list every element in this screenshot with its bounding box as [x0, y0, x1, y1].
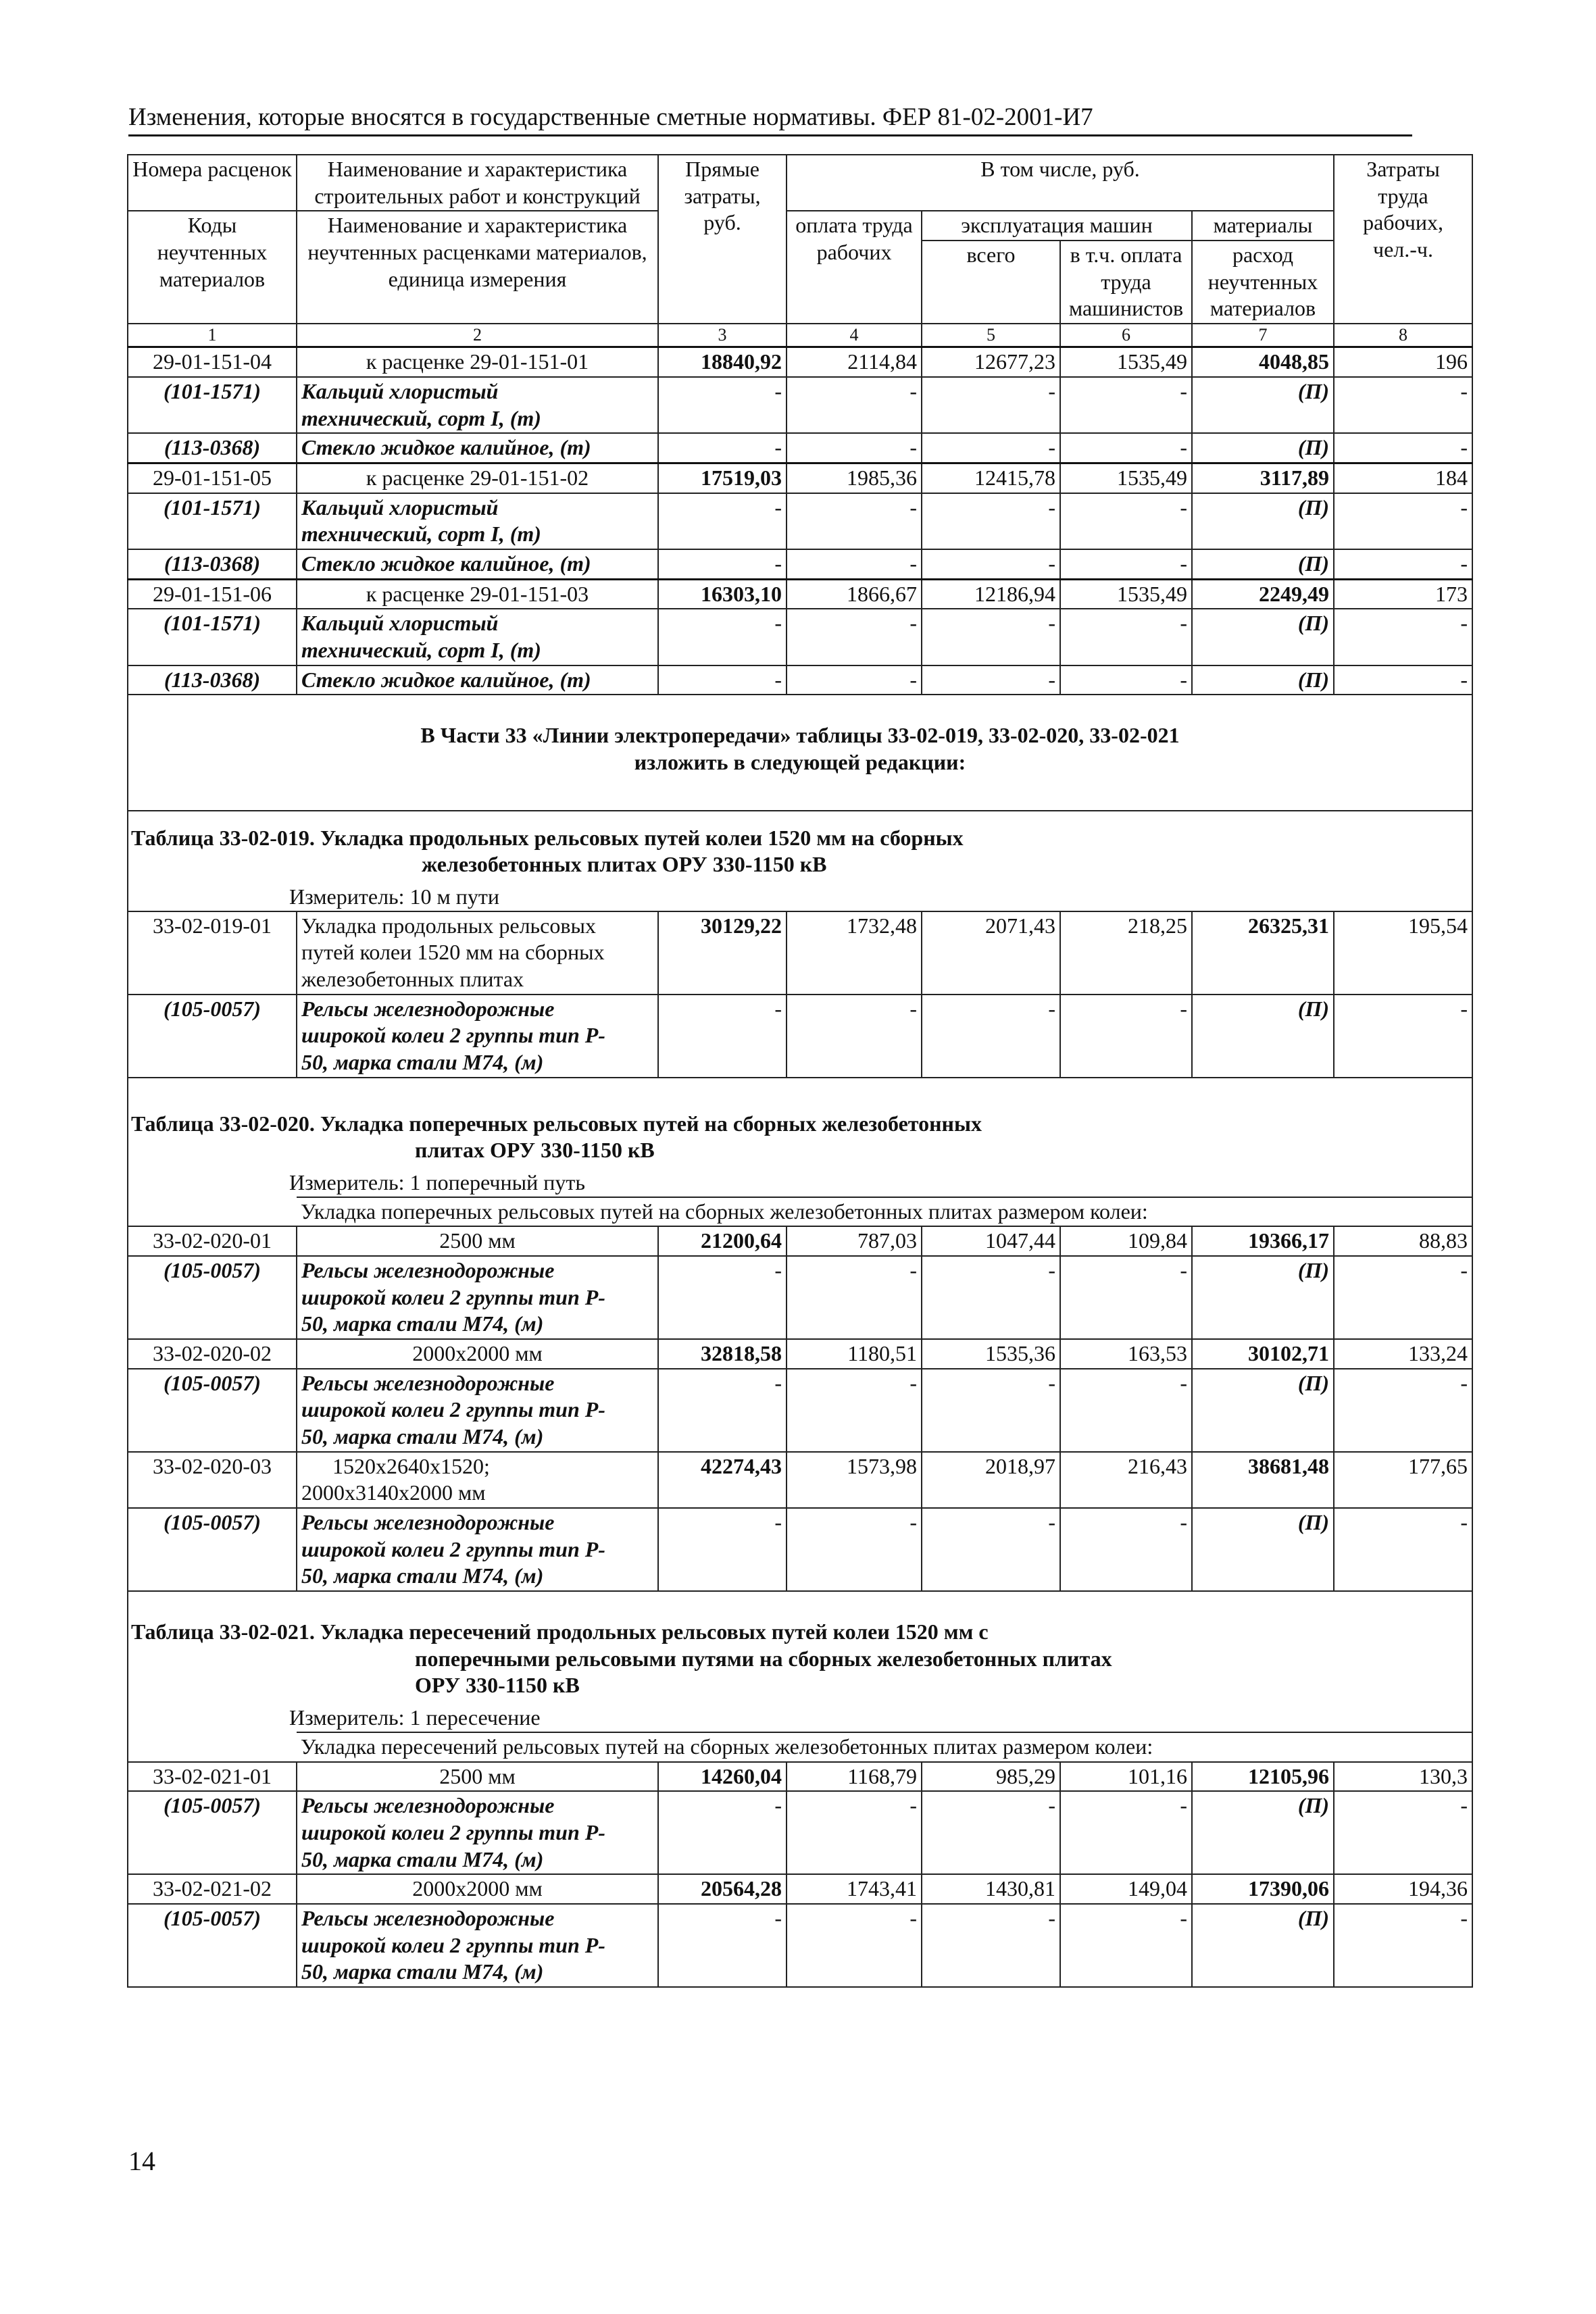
header-name-bottom: Наименование и характеристика неучтенных расценками материалов, единица измерения	[297, 211, 658, 324]
machines: 2071,43	[922, 911, 1060, 995]
rate-code: 33-02-020-02	[128, 1339, 297, 1369]
material-p: (П)	[1192, 1904, 1334, 1987]
dash: -	[922, 1256, 1060, 1339]
material-name: Кальций хлористый технический, сорт I, (т)	[297, 377, 658, 433]
machines: 985,29	[922, 1762, 1060, 1792]
material-p: (П)	[1192, 493, 1334, 549]
dash: -	[1334, 1791, 1472, 1874]
labor: 88,83	[1334, 1226, 1472, 1256]
wages: 787,03	[787, 1226, 922, 1256]
material-code: (105-0057)	[128, 1904, 297, 1987]
dash: -	[922, 1369, 1060, 1452]
materials: 38681,48	[1192, 1452, 1334, 1508]
dash: -	[787, 377, 922, 433]
subhead-spacer	[128, 1197, 297, 1227]
dash: -	[1334, 1904, 1472, 1987]
material-p: (П)	[1192, 377, 1334, 433]
dash: -	[658, 1369, 787, 1452]
dash: -	[658, 433, 787, 463]
dash: -	[787, 549, 922, 579]
dash: -	[922, 609, 1060, 665]
dash: -	[1060, 377, 1192, 433]
dash: -	[1060, 493, 1192, 549]
dash: -	[658, 1256, 787, 1339]
machines: 1535,36	[922, 1339, 1060, 1369]
material-name: Рельсы железнодорожные широкой колеи 2 группы тип Р- 50, марка стали М74, (м)	[297, 1256, 658, 1339]
labor: 130,3	[1334, 1762, 1472, 1792]
material-code: (105-0057)	[128, 1256, 297, 1339]
measure-unit: Измеритель: 1 поперечный путь	[128, 1169, 1472, 1197]
machinists: 101,16	[1060, 1762, 1192, 1792]
header-machinists: в т.ч. оплата труда машинистов	[1060, 241, 1192, 324]
materials: 12105,96	[1192, 1762, 1334, 1792]
machines: 1047,44	[922, 1226, 1060, 1256]
labor: 195,54	[1334, 911, 1472, 995]
dash: -	[922, 1791, 1060, 1874]
labor: 184	[1334, 463, 1472, 493]
table-row	[128, 1369, 1472, 1452]
material-p: (П)	[1192, 433, 1334, 463]
dash: -	[787, 1256, 922, 1339]
dash: -	[787, 433, 922, 463]
wages: 1573,98	[787, 1452, 922, 1508]
table-header	[128, 155, 1472, 347]
materials: 3117,89	[1192, 463, 1334, 493]
header-codes-top: Номера расценок	[128, 155, 297, 211]
dash: -	[922, 1904, 1060, 1987]
wages: 1985,36	[787, 463, 922, 493]
machinists: 149,04	[1060, 1874, 1192, 1904]
rate-code: 33-02-021-02	[128, 1874, 297, 1904]
table-row	[128, 1226, 1472, 1256]
dash: -	[1334, 1256, 1472, 1339]
wages: 1168,79	[787, 1762, 922, 1792]
materials: 2249,49	[1192, 579, 1334, 609]
dash: -	[922, 665, 1060, 695]
table-row	[128, 549, 1472, 579]
dash: -	[658, 549, 787, 579]
dash: -	[1334, 493, 1472, 549]
material-p: (П)	[1192, 1369, 1334, 1452]
machines: 12186,94	[922, 579, 1060, 609]
direct-cost: 14260,04	[658, 1762, 787, 1792]
material-name: Рельсы железнодорожные широкой колеи 2 группы тип Р- 50, марка стали М74, (м)	[297, 1904, 658, 1987]
material-code: (105-0057)	[128, 1369, 297, 1452]
measure-unit: Измеритель: 1 пересечение	[128, 1705, 1472, 1732]
direct-cost: 30129,22	[658, 911, 787, 995]
rate-name: 2500 мм	[297, 1226, 658, 1256]
rate-name: 2000х2000 мм	[297, 1874, 658, 1904]
materials: 4048,85	[1192, 347, 1334, 377]
labor: 133,24	[1334, 1339, 1472, 1369]
direct-cost: 42274,43	[658, 1452, 787, 1508]
col-number: 4	[787, 324, 922, 347]
dash: -	[1334, 433, 1472, 463]
dash: -	[658, 493, 787, 549]
machinists: 1535,49	[1060, 463, 1192, 493]
table-row	[128, 995, 1472, 1078]
machines: 1430,81	[922, 1874, 1060, 1904]
labor: 194,36	[1334, 1874, 1472, 1904]
rate-code: 33-02-021-01	[128, 1762, 297, 1792]
machinists: 163,53	[1060, 1339, 1192, 1369]
rate-code: 33-02-020-03	[128, 1452, 297, 1508]
col-number: 3	[658, 324, 787, 347]
materials: 19366,17	[1192, 1226, 1334, 1256]
material-code: (101-1571)	[128, 377, 297, 433]
dash: -	[658, 995, 787, 1078]
direct-cost: 32818,58	[658, 1339, 787, 1369]
dash: -	[1060, 1791, 1192, 1874]
labor: 177,65	[1334, 1452, 1472, 1508]
table-row	[128, 1762, 1472, 1792]
material-name: Рельсы железнодорожные широкой колеи 2 группы тип Р- 50, марка стали М74, (м)	[297, 995, 658, 1078]
machinists: 109,84	[1060, 1226, 1192, 1256]
table-row	[128, 579, 1472, 609]
table-row	[128, 1874, 1472, 1904]
machinists: 1535,49	[1060, 347, 1192, 377]
table-row	[128, 1508, 1472, 1591]
material-p: (П)	[1192, 1256, 1334, 1339]
material-name: Рельсы железнодорожные широкой колеи 2 группы тип Р- 50, марка стали М74, (м)	[297, 1369, 658, 1452]
rate-code: 33-02-019-01	[128, 911, 297, 995]
table-row	[128, 911, 1472, 995]
table-row	[128, 1256, 1472, 1339]
dash: -	[787, 1369, 922, 1452]
dash: -	[787, 609, 922, 665]
table-title-020: Таблица 33-02-020. Укладка поперечных рельсовых путей на сборных железобетонных плитах ОРУ 330-1150 кВ	[128, 1078, 1472, 1169]
calcium-entries	[128, 347, 1472, 695]
wages: 1743,41	[787, 1874, 922, 1904]
labor: 173	[1334, 579, 1472, 609]
rate-name: 1520х2640х1520; 2000х3140х2000 мм	[297, 1452, 658, 1508]
dash: -	[658, 1904, 787, 1987]
dash: -	[658, 1508, 787, 1591]
col-number: 1	[128, 324, 297, 347]
dash: -	[1060, 1369, 1192, 1452]
direct-cost: 17519,03	[658, 463, 787, 493]
rate-name: к расценке 29-01-151-02	[297, 463, 658, 493]
dash: -	[1334, 609, 1472, 665]
rate-name: к расценке 29-01-151-01	[297, 347, 658, 377]
wages: 1866,67	[787, 579, 922, 609]
col-number: 6	[1060, 324, 1192, 347]
dash: -	[787, 1508, 922, 1591]
rate-name: 2500 мм	[297, 1762, 658, 1792]
header-wages: оплата труда рабочих	[787, 211, 922, 324]
header-materials-use: расход неучтенных материалов	[1192, 241, 1334, 324]
table-row	[128, 463, 1472, 493]
material-code: (101-1571)	[128, 493, 297, 549]
col-number: 2	[297, 324, 658, 347]
subhead-spacer	[128, 1732, 297, 1762]
material-code: (105-0057)	[128, 995, 297, 1078]
dash: -	[1334, 377, 1472, 433]
dash: -	[1334, 1508, 1472, 1591]
table-row	[128, 347, 1472, 377]
subhead: Укладка пересечений рельсовых путей на сборных железобетонных плитах размером колеи:	[297, 1732, 1472, 1762]
header-labor: Затраты труда рабочих, чел.-ч.	[1334, 155, 1472, 324]
header-materials: материалы	[1192, 211, 1334, 241]
table-title-019: Таблица 33-02-019. Укладка продольных рельсовых путей колеи 1520 мм на сборных железобетонных плитах ОРУ 330-1150 кВ	[128, 811, 1472, 884]
dash: -	[1060, 665, 1192, 695]
direct-cost: 20564,28	[658, 1874, 787, 1904]
rate-code: 29-01-151-06	[128, 579, 297, 609]
machines: 2018,97	[922, 1452, 1060, 1508]
dash: -	[922, 377, 1060, 433]
dash: -	[1060, 549, 1192, 579]
dash: -	[658, 609, 787, 665]
header-machines: эксплуатация машин	[922, 211, 1192, 241]
machinists: 218,25	[1060, 911, 1192, 995]
dash: -	[787, 665, 922, 695]
table-row	[128, 377, 1472, 433]
dash: -	[787, 1791, 922, 1874]
page-number: 14	[128, 2146, 155, 2176]
wages: 2114,84	[787, 347, 922, 377]
material-name: Кальций хлористый технический, сорт I, (т)	[297, 609, 658, 665]
header-machines-total: всего	[922, 241, 1060, 324]
table-title-021: Таблица 33-02-021. Укладка пересечений продольных рельсовых путей колеи 1520 мм с поперечными рельсовыми путями на сборных железобетонных плитах ОРУ 330-1150 кВ	[128, 1591, 1472, 1705]
machines: 12677,23	[922, 347, 1060, 377]
rate-name: к расценке 29-01-151-03	[297, 579, 658, 609]
measure-unit: Измеритель: 10 м пути	[128, 884, 1472, 911]
material-p: (П)	[1192, 609, 1334, 665]
material-code: (105-0057)	[128, 1508, 297, 1591]
labor: 196	[1334, 347, 1472, 377]
dash: -	[922, 493, 1060, 549]
dash: -	[1334, 1369, 1472, 1452]
direct-cost: 16303,10	[658, 579, 787, 609]
dash: -	[922, 1508, 1060, 1591]
header-direct: Прямые затраты, руб.	[658, 155, 787, 324]
material-p: (П)	[1192, 549, 1334, 579]
dash: -	[1334, 995, 1472, 1078]
materials: 17390,06	[1192, 1874, 1334, 1904]
table-row	[128, 433, 1472, 463]
dash: -	[922, 995, 1060, 1078]
material-p: (П)	[1192, 1508, 1334, 1591]
material-p: (П)	[1192, 1791, 1334, 1874]
wages: 1732,48	[787, 911, 922, 995]
material-name: Кальций хлористый технический, сорт I, (т)	[297, 493, 658, 549]
dash: -	[658, 665, 787, 695]
dash: -	[1060, 1256, 1192, 1339]
materials: 26325,31	[1192, 911, 1334, 995]
dash: -	[658, 1791, 787, 1874]
dash: -	[1060, 433, 1192, 463]
wages: 1180,51	[787, 1339, 922, 1369]
material-name: Стекло жидкое калийное, (т)	[297, 433, 658, 463]
material-code: (105-0057)	[128, 1791, 297, 1874]
material-code: (113-0368)	[128, 433, 297, 463]
rate-name: 2000х2000 мм	[297, 1339, 658, 1369]
dash: -	[1334, 549, 1472, 579]
dash: -	[1060, 609, 1192, 665]
machines: 12415,78	[922, 463, 1060, 493]
table-row	[128, 1452, 1472, 1508]
material-code: (113-0368)	[128, 549, 297, 579]
rate-code: 33-02-020-01	[128, 1226, 297, 1256]
page-header: Изменения, которые вносятся в государственные сметные нормативы. ФЕР 81-02-2001-И7	[128, 103, 1412, 136]
material-name: Рельсы железнодорожные широкой колеи 2 группы тип Р- 50, марка стали М74, (м)	[297, 1791, 658, 1874]
dash: -	[1334, 665, 1472, 695]
dash: -	[1060, 995, 1192, 1078]
table-row	[128, 1904, 1472, 1987]
document-table	[127, 154, 1472, 1988]
col-number: 5	[922, 324, 1060, 347]
dash: -	[1060, 1904, 1192, 1987]
table-row	[128, 665, 1472, 695]
header-codes-bottom: Коды неучтенных материалов	[128, 211, 297, 324]
dash: -	[1060, 1508, 1192, 1591]
rate-code: 29-01-151-05	[128, 463, 297, 493]
dash: -	[787, 995, 922, 1078]
col-number: 7	[1192, 324, 1334, 347]
rate-name: Укладка продольных рельсовых путей колеи 1520 мм на сборных железобетонных плитах	[297, 911, 658, 995]
material-code: (101-1571)	[128, 609, 297, 665]
part-title: В Части 33 «Линии электропередачи» таблицы 33-02-019, 33-02-020, 33-02-021 изложить в следующей редакции:	[128, 695, 1472, 810]
machinists: 1535,49	[1060, 579, 1192, 609]
header-name-top: Наименование и характеристика строительных работ и конструкций	[297, 155, 658, 211]
dash: -	[922, 549, 1060, 579]
direct-cost: 21200,64	[658, 1226, 787, 1256]
material-code: (113-0368)	[128, 665, 297, 695]
subhead: Укладка поперечных рельсовых путей на сборных железобетонных плитах размером колеи:	[297, 1197, 1472, 1227]
header-incl: В том числе, руб.	[787, 155, 1334, 211]
rate-code: 29-01-151-04	[128, 347, 297, 377]
material-name: Стекло жидкое калийное, (т)	[297, 665, 658, 695]
material-name: Рельсы железнодорожные широкой колеи 2 группы тип Р- 50, марка стали М74, (м)	[297, 1508, 658, 1591]
table-row	[128, 1339, 1472, 1369]
table-row	[128, 493, 1472, 549]
materials: 30102,71	[1192, 1339, 1334, 1369]
direct-cost: 18840,92	[658, 347, 787, 377]
material-name: Стекло жидкое калийное, (т)	[297, 549, 658, 579]
dash: -	[787, 493, 922, 549]
table-row	[128, 609, 1472, 665]
dash: -	[787, 1904, 922, 1987]
material-p: (П)	[1192, 665, 1334, 695]
dash: -	[922, 433, 1060, 463]
col-number: 8	[1334, 324, 1472, 347]
table-row	[128, 1791, 1472, 1874]
machinists: 216,43	[1060, 1452, 1192, 1508]
dash: -	[658, 377, 787, 433]
material-p: (П)	[1192, 995, 1334, 1078]
